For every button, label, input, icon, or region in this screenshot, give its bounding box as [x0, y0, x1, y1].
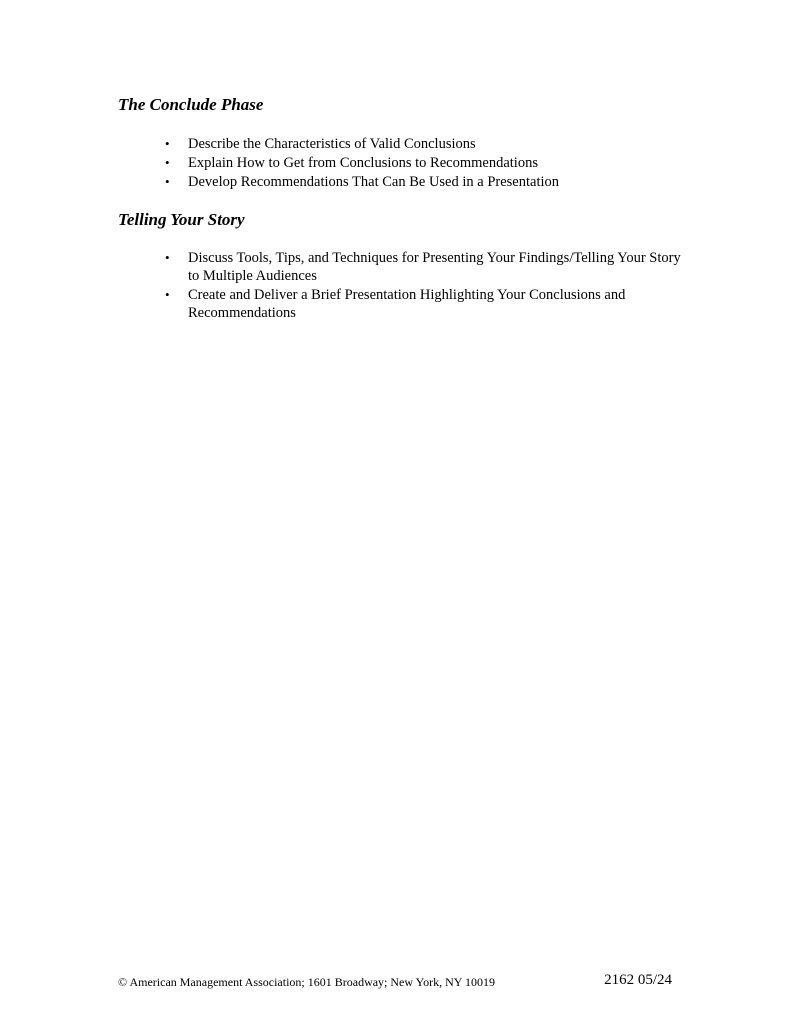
- section-conclude-phase: [118, 94, 688, 190]
- bullet-icon: •: [165, 287, 170, 302]
- page-footer: [118, 971, 678, 993]
- list-item-text: Describe the Characteristics of Valid Conclusions: [188, 136, 476, 152]
- bullet-icon: •: [165, 155, 170, 170]
- bullet-icon: •: [165, 136, 170, 151]
- list-item: [162, 286, 682, 322]
- bullet-list: [162, 249, 682, 323]
- bullet-list: [162, 135, 682, 192]
- section-heading: Telling Your Story: [118, 210, 245, 229]
- list-item-text: Develop Recommendations That Can Be Used in a Presentation: [188, 174, 560, 190]
- list-item-text: Create and Deliver a Brief Presentation Highlighting Your Conclusions and Recommendations: [188, 287, 626, 321]
- footer-document-code: 2162 05/24: [604, 972, 672, 988]
- section-telling-your-story: [118, 209, 688, 321]
- list-item: [162, 249, 682, 285]
- section-heading: The Conclude Phase: [118, 95, 264, 114]
- list-item-text: Explain How to Get from Conclusions to Recommendations: [188, 155, 538, 171]
- list-item: [162, 135, 682, 153]
- bullet-icon: •: [165, 174, 170, 189]
- bullet-icon: •: [165, 250, 170, 265]
- list-item: [162, 154, 682, 172]
- list-item: [162, 173, 682, 191]
- footer-copyright: © American Management Association; 1601 Broadway; New York, NY 10019: [118, 975, 495, 989]
- list-item-text: Discuss Tools, Tips, and Techniques for Presenting Your Findings/Telling Your Story to Multiple Audiences: [188, 250, 681, 284]
